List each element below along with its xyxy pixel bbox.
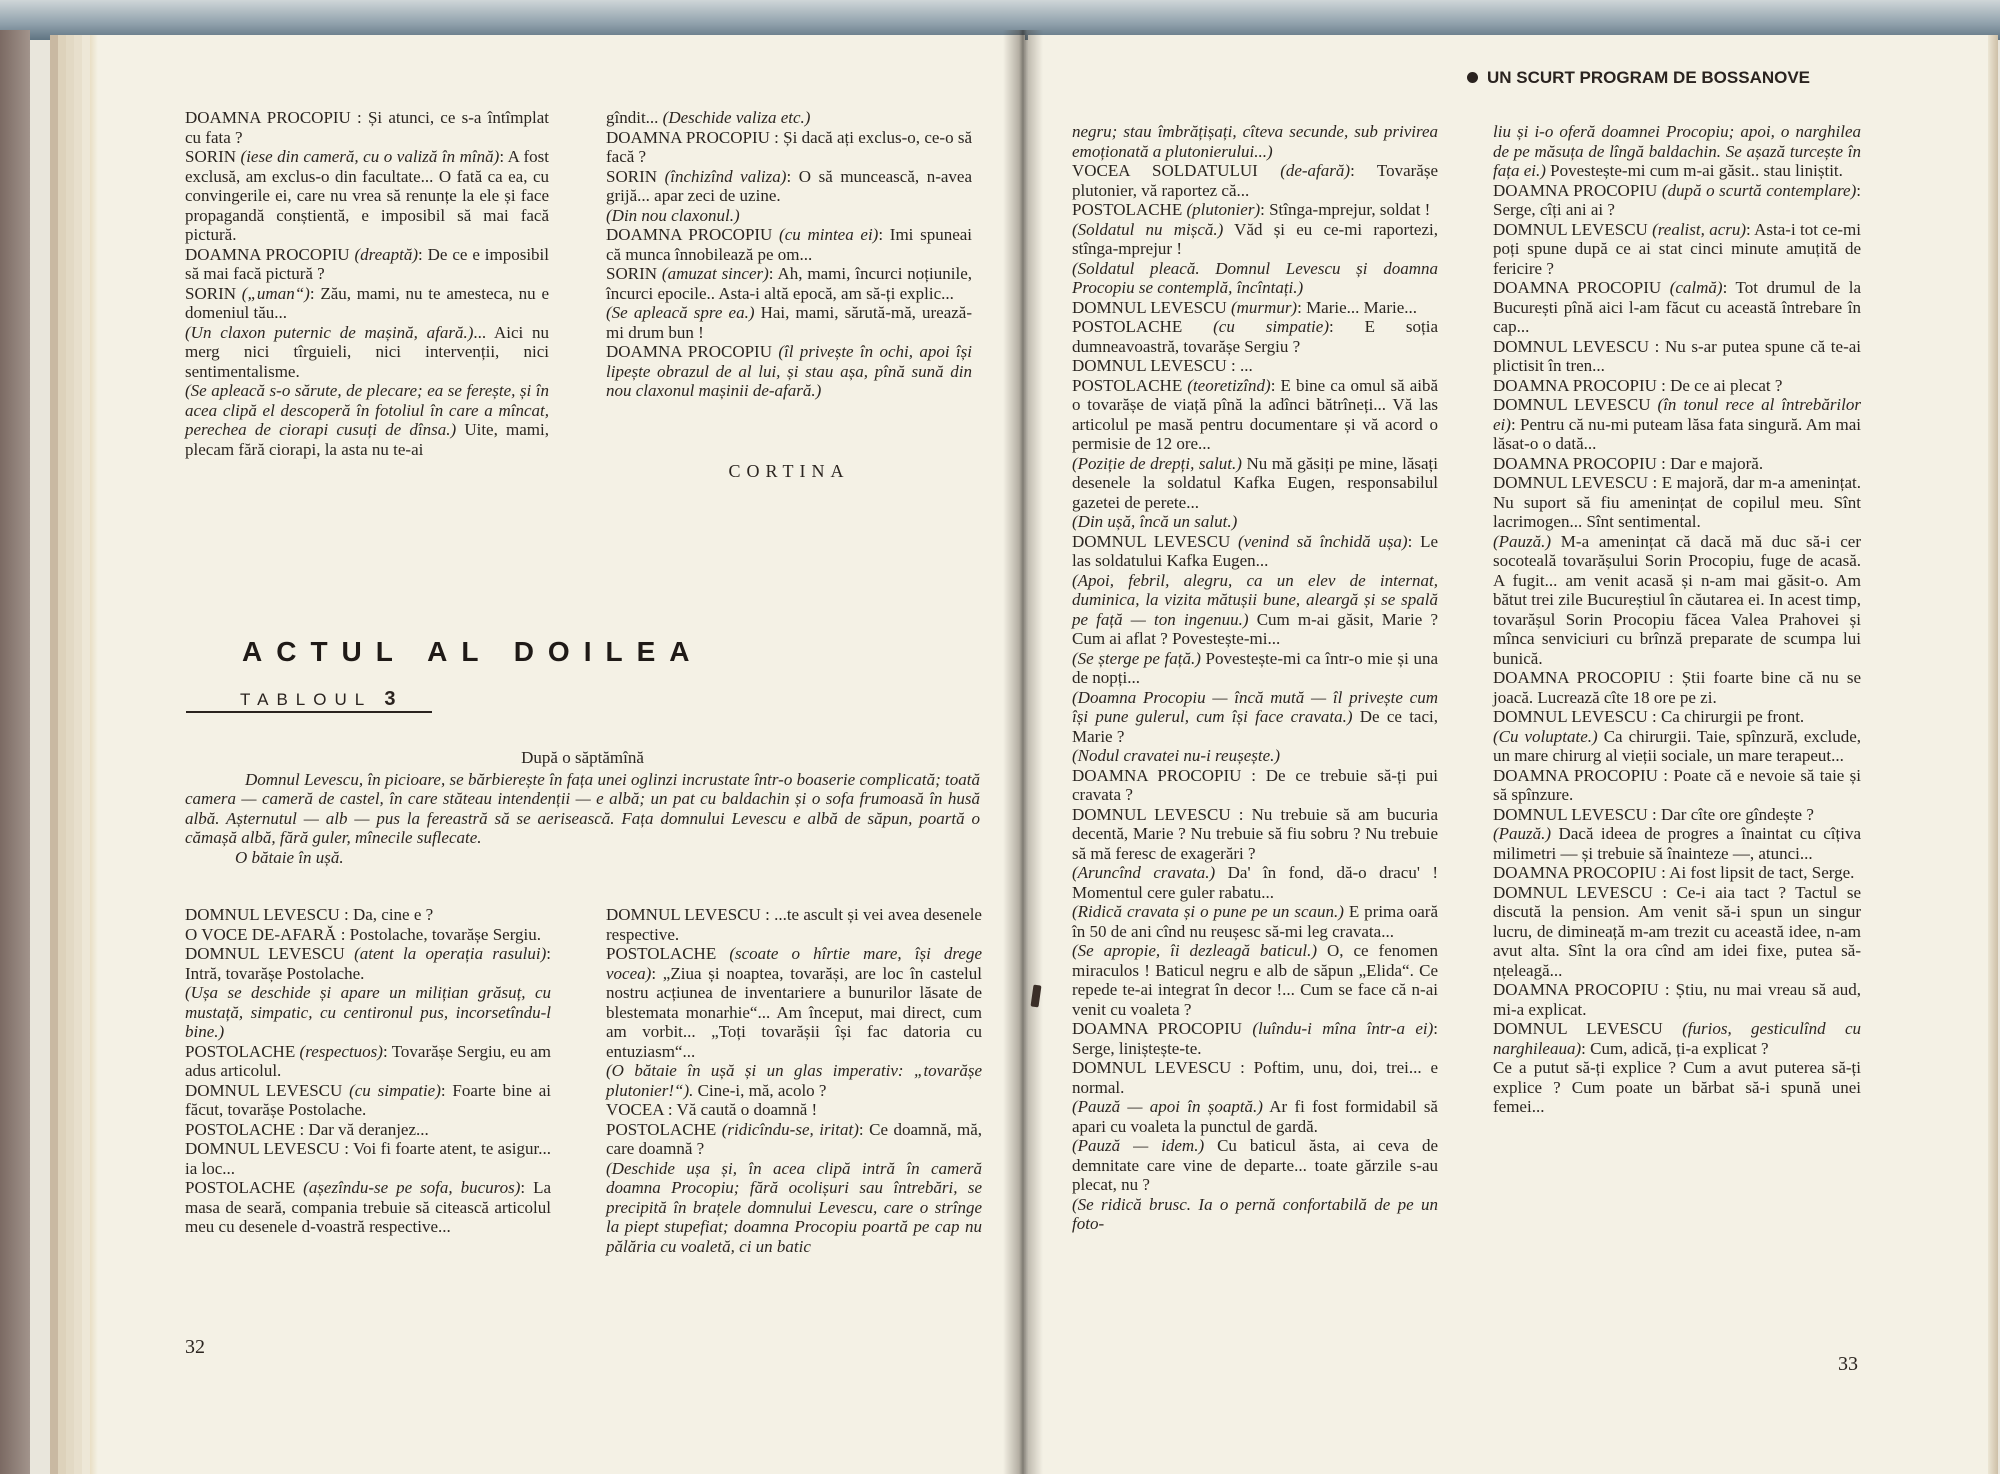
dialogue-text: : Nu s-ar putea spune că te-ai plictisit în tren...: [1493, 336, 1861, 375]
stage-direction: (așezîndu-se pe sofa, bucuros): [303, 1178, 521, 1197]
dialogue-text: : Postolache, tovarășe Sergiu.: [340, 924, 542, 944]
dialogue-line: [185, 983, 551, 1042]
speaker-name: VOCEA SOLDATULUI: [1072, 161, 1281, 180]
speaker-name: DOAMNA PROCOPIU: [1072, 765, 1252, 785]
stage-direction: (Din ușă, încă un salut.): [1072, 512, 1238, 531]
dialogue-text: M-a amenințat că dacă mă duc să-i cer socoteală tovarășului Sorin Procopiu, fuge de acasă. A fugit... am venit acasă și n-am mai găsit-o. Am bătut trei zile Bucureștiul în căutarea ei. In acest timp, tovarășul Sorin Procopiu făcea Valea Prahovei și mînca senviciuri cu brînză preparate de scumpa lui bunică.: [1493, 531, 1861, 668]
dialogue-text: Ar fi fost formidabil să apari cu voaleta la punctul de gardă.: [1072, 1097, 1438, 1136]
dialogue-line: [185, 1042, 551, 1081]
speaker-name: DOAMNA PROCOPIU: [1493, 668, 1669, 687]
dialogue-text: Văd și eu ce-mi raportezi, stînga-mprejur !: [1072, 219, 1438, 258]
dialogue-line: [185, 381, 549, 459]
dialogue-line: [185, 323, 549, 382]
speaker-name: DOMNUL LEVESCU: [1493, 707, 1652, 726]
dialogue-line: [606, 206, 972, 226]
stage-direction: (Poziție de drepți, salut.): [1072, 453, 1242, 473]
book-cover-top: [0, 0, 2000, 40]
dialogue-text: gîndit...: [606, 108, 663, 127]
stage-direction: (iese din cameră, cu o valiză în mînă): [240, 147, 500, 166]
dialogue-text: : La masa de seară, compania trebuie să citească articolul meu cu desenele d-voastră respective...: [185, 1178, 551, 1236]
dialogue-text: : E soția dumneavoastră, tovarășe Sergiu ?: [1072, 317, 1438, 356]
stage-direction: (Deschide ușa și, în acea clipă intră în cameră doamna Procopiu; fără ocolișuri sau întrebări, se precipită în brațele domnului Levescu, care o strînge la piept stupefiat; doamna Procopiu poartă pe cap nu pălăria cu voaletă, ci un batic: [606, 1158, 982, 1256]
tablou-label: TABLOUL: [240, 690, 372, 709]
dialogue-text: : Intră, tovarășe Postolache.: [185, 944, 551, 983]
dialogue-text: : Nu trebuie să am bucuria decentă, Marie ? Nu trebuie să fiu sobru ? Nu trebuie să mă feresc de exagerări ?: [1072, 804, 1439, 863]
dialogue-text: : Serge, cîți ani ai ?: [1493, 180, 1862, 219]
dialogue-line: [185, 1120, 551, 1140]
stage-direction: liu și i-o oferă doamnei Procopiu; apoi, o narghilea de pe măsuța de lîngă baldachin. Se așază turcește în fața ei.): [1493, 122, 1861, 180]
dialogue-text: : De ce trebuie să-ți pui cravata ?: [1072, 765, 1439, 804]
dialogue-text: De ce taci, Marie ?: [1072, 707, 1438, 746]
cortina-wrap: [606, 432, 972, 482]
dialogue-line: [185, 905, 551, 925]
dialogue-text: : Ah, mami, încurci noțiunile, încurci epocile.. Asta-i altă epocă, am să-ți explic...: [606, 264, 972, 303]
dialogue-text: : Le las soldatului Kafka Eugen...: [1072, 531, 1438, 570]
dialogue-line: [1072, 746, 1438, 766]
speaker-name: DOAMNA PROCOPIU: [1493, 180, 1662, 200]
dialogue-line: [1072, 532, 1438, 571]
stage-direction: (realist, acru): [1652, 219, 1747, 239]
speaker-name: DOMNUL LEVESCU: [1072, 804, 1239, 824]
speaker-name: DOMNUL LEVESCU: [1493, 882, 1663, 902]
stage-direction: (Doamna Procopiu — încă mută — îl privește cum își pune gulerul, cum își face cravata.): [1072, 687, 1438, 726]
dialogue-line: [606, 108, 972, 128]
stage-direction: (îl privește în ochi, apoi își lipește obrazul de al lui, și stau așa, pînă sună din nou claxonul mașinii de-afară.): [606, 342, 972, 400]
dialogue-line: [1072, 161, 1438, 200]
dialogue-line: [185, 944, 551, 983]
speaker-name: DOAMNA PROCOPIU: [606, 342, 779, 361]
middle-column-top: [606, 108, 972, 401]
speaker-name: SORIN: [185, 283, 242, 303]
left-column-top: [185, 108, 549, 459]
dialogue-text: : O să muncească, n-avea grijă... apar zeci de uzine.: [606, 166, 973, 205]
stage-direction: (Se ridică brusc. Ia o pernă confortabilă de pe un foto-: [1072, 1194, 1438, 1233]
dialogue-line: [1072, 317, 1438, 356]
dialogue-text: : „Ziua și noaptea, tovarăși, are loc în castelul nostru acțiunea de inventariere a bunurilor lăsate de blestemata monarhie“... Am început, mai direct, cum am vorbit... „Toți tovarășii își fac datoria cu entuziasm“...: [606, 963, 982, 1061]
dialogue-line: [1072, 1195, 1438, 1234]
dialogue-line: [185, 1178, 551, 1237]
speaker-name: DOMNUL LEVESCU: [1072, 297, 1231, 317]
stage-direction: (Cu voluptate.): [1493, 726, 1598, 746]
dialogue-line: [606, 128, 972, 167]
speaker-name: POSTOLACHE: [185, 1178, 304, 1197]
dialogue-line: [1493, 1058, 1861, 1117]
speaker-name: DOAMNA PROCOPIU: [1493, 765, 1664, 785]
speaker-name: DOAMNA PROCOPIU: [1493, 453, 1662, 473]
stage-direction: negru; stau îmbrățișați, cîteva secunde, sub privirea emoționată a plutonierului...): [1072, 122, 1438, 161]
dialogue-text: : Tovarășe plutonier, vă raportez că...: [1072, 161, 1438, 200]
speaker-name: DOAMNA PROCOPIU: [1493, 375, 1662, 395]
stage-direction: (Se apleacă s-o sărute, de plecare; ea se ferește, și în acea clipă el descoperă în fotoliul în care a mîncat, perechea de ciorapi cusuți de dînsa.): [185, 381, 549, 439]
dialogue-line: [185, 1139, 551, 1178]
dialogue-line: [606, 905, 982, 944]
scene-time: După o săptămînă: [521, 748, 644, 767]
dialogue-line: [1493, 454, 1861, 474]
dialogue-line: [1493, 824, 1861, 863]
speaker-name: DOMNUL LEVESCU: [1493, 1019, 1683, 1038]
dialogue-text: : Imi spuneai că munca înnobilează pe om...: [606, 225, 973, 264]
dialogue-text: : Și atunci, ce s-a întîmplat cu fata ?: [185, 108, 549, 147]
dialogue-line: [1493, 395, 1861, 454]
scene-stage-directions: Domnul Levescu, în picioare, se bărbierește în fața unei oglinzi incrustate într-o boaserie complicată; toată camera — cameră de castel, în care stăteau intendenții — e albă; un pat cu baldachin și o sofa frumoasă în husă albă. Așternutul — alb — pus la fereastră să se aerisească. Fața domnului Levescu e albă de săpun, poartă o cămașă albă, fără guler, mînecile suflecate.: [185, 769, 980, 847]
stage-direction: (închizînd valiza): [664, 166, 787, 186]
dialogue-line: [1493, 532, 1861, 669]
dialogue-text: : Dar e majoră.: [1661, 453, 1764, 473]
dialogue-line: [1072, 649, 1438, 688]
dialogue-text: Povestește-mi cum m-ai găsit.. stau liniștit.: [1545, 161, 1843, 180]
dialogue-line: [606, 167, 972, 206]
dialogue-text: Cu baticul ăsta, ai ceva de demnitate care vine de departe... toate gărzile s-au plecat, nu ?: [1072, 1136, 1439, 1194]
stage-direction: (Pauză — apoi în șoaptă.): [1072, 1097, 1263, 1116]
speaker-name: POSTOLACHE: [1072, 200, 1187, 219]
dialogue-line: [1072, 454, 1438, 513]
dialogue-text: : Poftim, unu, doi, trei... e normal.: [1072, 1058, 1438, 1097]
dialogue-line: [1072, 863, 1438, 902]
stage-direction: (Un claxon puternic de mașină, afară.): [185, 322, 474, 342]
tablou-heading: [240, 688, 403, 711]
dialogue-line: [1493, 766, 1861, 805]
dialogue-text: Ca chirurgii. Taie, spînzură, exclude, un mare chirurg al vieții sociale, un mare terapeut...: [1493, 726, 1861, 765]
dialogue-line: [185, 284, 549, 323]
dialogue-line: [1072, 902, 1438, 941]
stage-direction: (Pauză.): [1493, 824, 1552, 843]
speaker-name: DOAMNA PROCOPIU: [606, 127, 775, 147]
speaker-name: DOMNUL LEVESCU: [1493, 473, 1653, 492]
speaker-name: POSTOLACHE: [185, 1119, 300, 1139]
dialogue-text: ... Aici nu merg nici tîrguieli, nici intervenții, nici sentimentalisme.: [185, 322, 549, 381]
speaker-name: O VOCE DE-AFARĂ: [185, 924, 341, 944]
dialogue-line: [1493, 181, 1861, 220]
stage-direction: (cu mintea ei): [779, 225, 879, 244]
dialogue-line: [1072, 122, 1438, 161]
dialogue-text: : Ce-i aia tact ? Tactul se discută la pension. Am venit să-i spun un singur lucru, de dimineață m-am trezit cu această idee, n-am avut alta. Sînt la ora cînd am idei fixe, putea să-nțeleagă...: [1493, 882, 1861, 980]
dialogue-line: [1072, 1019, 1438, 1058]
speaker-name: DOMNUL LEVESCU: [185, 905, 344, 924]
stage-direction: (Ridică cravata și o pune pe un scaun.): [1072, 902, 1344, 921]
dialogue-line: [185, 147, 549, 245]
dialogue-line: [1072, 220, 1438, 259]
dialogue-line: [1493, 122, 1861, 181]
speaker-name: DOAMNA PROCOPIU: [185, 244, 355, 264]
speaker-name: DOAMNA PROCOPIU: [1493, 980, 1665, 999]
dialogue-text: : Ca chirurgii pe front.: [1651, 707, 1805, 726]
dialogue-text: : ...te ascult și vei avea desenele respective.: [606, 905, 982, 944]
dialogue-text: : Marie... Marie...: [1297, 297, 1417, 317]
speaker-name: DOAMNA PROCOPIU: [185, 108, 358, 127]
speaker-name: DOMNUL LEVESCU: [1072, 356, 1231, 375]
dialogue-line: [185, 1081, 551, 1120]
speaker-name: DOAMNA PROCOPIU: [606, 225, 780, 244]
dialogue-line: [606, 1100, 982, 1120]
dialogue-line: [1072, 688, 1438, 747]
dialogue-text: Dacă ideea de progres a înaintat cu cîțiva milimetri — și trebuie să înainteze —, atunci...: [1493, 824, 1861, 863]
stage-direction: (Aruncînd cravata.): [1072, 863, 1216, 882]
dialogue-text: : Dar vă deranjez...: [299, 1119, 429, 1139]
dialogue-line: [1493, 668, 1861, 707]
speaker-name: DOMNUL LEVESCU: [1072, 1058, 1241, 1077]
stage-direction: (respectuos): [299, 1041, 383, 1061]
speaker-name: DOMNUL LEVESCU: [606, 905, 766, 924]
dialogue-line: [1072, 356, 1438, 376]
dialogue-text: : De ce e imposibil să mai facă pictură ?: [185, 244, 550, 283]
stage-direction: (luîndu-i mîna într-a ei): [1252, 1019, 1434, 1038]
dialogue-text: : E majoră, dar m-a amenințat. Nu suport să fiu amenințat de copilul meu. Sînt lacrimogen... Sînt sentimental.: [1493, 473, 1861, 531]
speaker-name: POSTOLACHE: [1072, 375, 1188, 395]
dialogue-line: [1072, 1058, 1438, 1097]
dialogue-text: : A fost exclusă, am exclus-o din facultate... O fată ca ea, cu convingerile ei, care nu vrea să renunțe la ele și face propagandă conștientă, e imposibil să mai facă pictură.: [185, 147, 550, 244]
page-number-left: 32: [185, 1336, 205, 1358]
dialogue-line: [606, 1159, 982, 1257]
stage-direction: (Se șterge pe față.): [1072, 648, 1201, 668]
dialogue-text: : Ce doamnă, mă, care doamnă ?: [606, 1119, 983, 1158]
stage-direction: (în tonul rece al întrebărilor ei): [1493, 395, 1861, 434]
speaker-name: DOMNUL LEVESCU: [1493, 804, 1652, 824]
dialogue-text: E prima oară în 50 de ani cînd nu reușesc să-mi leg cravata...: [1072, 902, 1438, 941]
dialogue-text: Da' în fond, dă-o dracu' ! Momentul cere guler rabatu...: [1072, 863, 1438, 902]
dialogue-text: : Zău, mami, nu te amesteca, nu e domeniul tău...: [185, 283, 549, 322]
stage-direction: (plutonier): [1186, 200, 1261, 219]
dialogue-line: [185, 245, 549, 284]
dialogue-text: : Și dacă ați exclus-o, ce-o să facă ?: [606, 127, 972, 166]
scene-description: [185, 748, 980, 867]
stage-direction: (Se apropie, îi dezleagă baticul.): [1072, 941, 1318, 960]
tablou-number: 3: [384, 688, 404, 710]
dialogue-line: [1493, 727, 1861, 766]
speaker-name: POSTOLACHE: [1072, 317, 1214, 336]
dialogue-line: [185, 108, 549, 147]
dialogue-line: [1493, 337, 1861, 376]
dialogue-text: : Cum, adică, ți-a explicat ?: [1581, 1038, 1769, 1058]
speaker-name: POSTOLACHE: [185, 1041, 300, 1061]
speaker-name: DOMNUL LEVESCU: [185, 1080, 350, 1100]
dialogue-line: [606, 1061, 982, 1100]
dialogue-text: : Ai fost lipsit de tact, Serge.: [1661, 863, 1855, 882]
dialogue-text: : Foarte bine ai făcut, tovarășe Postolache.: [185, 1080, 551, 1119]
dialogue-line: [1493, 980, 1861, 1019]
scene-knock: O bătaie în ușă.: [235, 847, 344, 867]
dialogue-line: [1072, 805, 1438, 864]
stage-direction: (dreaptă): [354, 244, 419, 264]
book-spine: [1003, 30, 1043, 1474]
dialogue-text: : Stînga-mprejur, soldat !: [1260, 200, 1431, 219]
dialogue-text: : Tovarășe Sergiu, eu am adus articolul.: [185, 1041, 551, 1080]
stage-direction: (Pauză — idem.): [1072, 1136, 1205, 1155]
page-number-right: 33: [1838, 1353, 1858, 1375]
speaker-name: DOAMNA PROCOPIU: [1493, 278, 1670, 297]
stage-direction: (calmă): [1669, 278, 1723, 297]
stage-direction: (de-afară): [1280, 161, 1351, 180]
stage-direction: (venind să închidă ușa): [1237, 531, 1408, 551]
dialogue-line: [1072, 200, 1438, 220]
dialogue-text: Nu mă găsiți pe mine, lăsați desenele la soldatul Kafka Eugen, responsabilul gazetei de perete...: [1072, 453, 1438, 512]
stage-direction: (ridicîndu-se, iritat): [721, 1119, 859, 1139]
dialogue-text: Uite, mami, plecam fără ciorapi, la asta nu te-ai: [185, 420, 549, 459]
stage-direction: (furios, gesticulînd cu narghileaua): [1493, 1019, 1861, 1058]
speaker-name: DOMNUL LEVESCU: [1493, 395, 1658, 414]
dialogue-text: : Știi foarte bine că nu se joacă. Lucrează cîte 18 ore pe zi.: [1493, 668, 1861, 707]
right-column-1: [1072, 122, 1438, 1234]
dialogue-line: [1493, 220, 1861, 279]
stage-direction: (atent la operația rasului): [354, 944, 547, 963]
dialogue-text: : Vă caută o doamnă !: [667, 1100, 818, 1119]
stage-direction: (Soldatul pleacă. Domnul Levescu și doamna Procopiu se contemplă, încîntați.): [1072, 258, 1438, 297]
stage-direction: (Pauză.): [1493, 531, 1552, 551]
dialogue-line: [1072, 766, 1438, 805]
dialogue-text: : De ce ai plecat ?: [1661, 375, 1783, 395]
stage-direction: (teoretizînd): [1187, 375, 1271, 395]
dialogue-line: [1072, 298, 1438, 318]
dialogue-text: Cine-i, mă, acolo ?: [693, 1080, 827, 1100]
stage-direction: (cu simpatie): [349, 1080, 441, 1100]
tablou-underline: [186, 711, 432, 713]
dialogue-line: [1072, 259, 1438, 298]
running-head: UN SCURT PROGRAM DE BOSSANOVE: [1487, 68, 1811, 87]
speaker-name: POSTOLACHE: [606, 1119, 722, 1139]
stage-direction: (Din nou claxonul.): [606, 205, 740, 225]
speaker-name: DOMNUL LEVESCU: [1493, 336, 1655, 356]
dialogue-text: : ...: [1230, 356, 1253, 375]
dialogue-line: [1072, 1097, 1438, 1136]
dialogue-line: [1493, 376, 1861, 396]
stage-direction: (cu simpatie): [1213, 317, 1329, 336]
speaker-name: DOMNUL LEVESCU: [1493, 219, 1653, 239]
dialogue-text: : Tot drumul de la București pînă aici l-am făcut cu această întrebare în cap...: [1493, 278, 1861, 336]
speaker-name: DOMNUL LEVESCU: [185, 1139, 345, 1158]
dialogue-text: : Pentru că nu-mi puteam lăsa fata singură. Am mai lăsat-o o dată...: [1493, 414, 1861, 453]
dialogue-text: Povestește-mi ca într-o mie și una de nopți...: [1072, 648, 1438, 687]
bullet-icon: [1467, 72, 1478, 83]
dialogue-line: [1493, 278, 1861, 337]
dialogue-text: : E bine ca omul să aibă o tovarășe de viață pînă la adînci bătrîneți... Vă las articolul pe masă pentru documentare și vă acord o permisie de 12 ore...: [1072, 375, 1439, 453]
dialogue-text: : Dar cîte ore gîndește ?: [1651, 804, 1814, 824]
dialogue-line: [1493, 473, 1861, 532]
cortina-text: CORTINA: [728, 461, 850, 481]
act-title: ACTUL AL DOILEA: [242, 636, 704, 667]
speaker-name: SORIN: [606, 264, 662, 283]
dialogue-line: [1072, 571, 1438, 649]
stage-direction: (după o scurtă contemplare): [1661, 180, 1857, 200]
dialogue-text: : Poate că e nevoie să taie și să spînzure.: [1493, 765, 1861, 804]
dialogue-text: : Asta-i tot ce-mi poți spune după ce ai stat cinci minute amuțită de fericire ?: [1493, 219, 1861, 278]
dialogue-line: [1493, 863, 1861, 883]
stage-direction: (Soldatul nu mișcă.): [1072, 219, 1224, 239]
dialogue-line: [1072, 941, 1438, 1019]
speaker-name: DOMNUL LEVESCU: [185, 944, 355, 963]
middle-column-bottom: [606, 905, 982, 1256]
dialogue-line: [606, 944, 982, 1061]
dialogue-text: O, ce fenomen miraculos ! Baticul negru e alb de săpun „Elida“. Ce repede te-ai integrat în decor !... Cum se face că n-ai venit cu voaleta ?: [1072, 941, 1439, 1019]
speaker-name: DOAMNA PROCOPIU: [1493, 863, 1662, 882]
stage-direction: (Apoi, febril, alegru, ca un elev de internat, duminica, la vizita mătușii bune, aleargă și se spală pe față — ton ingenuu.): [1072, 570, 1438, 629]
stage-direction: (Se apleacă spre ea.): [606, 303, 755, 322]
speaker-name: POSTOLACHE: [606, 944, 730, 963]
stage-direction: („uman“): [241, 283, 310, 303]
dialogue-line: [606, 342, 972, 401]
speaker-name: SORIN: [606, 166, 665, 186]
stage-direction: (amuzat sincer): [661, 264, 769, 283]
speaker-name: SORIN: [185, 147, 241, 166]
dialogue-line: [1493, 1019, 1861, 1058]
dialogue-line: [1072, 512, 1438, 532]
dialogue-text: Ce a putut să-ți explice ? Cum a avut puterea să-ți explice ? Cum poate un bărbat să-i spună unei femei...: [1493, 1058, 1861, 1116]
dialogue-text: : Știu, nu mai vreau să aud, mi-a explicat.: [1493, 980, 1862, 1019]
dialogue-line: [1072, 1136, 1438, 1195]
stage-direction: (scoate o hîrtie mare, își drege vocea): [606, 944, 983, 983]
stage-direction: (murmur): [1230, 297, 1298, 317]
speaker-name: DOMNUL LEVESCU: [1072, 531, 1238, 551]
dialogue-line: [606, 1120, 982, 1159]
speaker-name: DOAMNA PROCOPIU: [1072, 1019, 1253, 1038]
dialogue-line: [606, 303, 972, 342]
speaker-name: VOCEA: [606, 1100, 668, 1119]
stage-direction: (Deschide valiza etc.): [662, 108, 811, 127]
dialogue-line: [1493, 805, 1861, 825]
dialogue-line: [606, 225, 972, 264]
dialogue-line: [1493, 707, 1861, 727]
dialogue-text: : Voi fi foarte atent, te asigur... ia loc...: [185, 1139, 551, 1178]
dialogue-line: [185, 925, 551, 945]
dialogue-line: [1493, 883, 1861, 981]
book-cover-left: [0, 30, 30, 1474]
right-column-2: [1493, 122, 1861, 1117]
left-column-bottom: [185, 905, 551, 1237]
dialogue-text: : Da, cine e ?: [343, 905, 434, 924]
stage-direction: (O bătaie în ușă și un glas imperativ: „tovarășe plutonier!“).: [606, 1061, 982, 1100]
stage-direction: (Nodul cravatei nu-i reușește.): [1072, 746, 1281, 765]
dialogue-text: Hai, mami, sărută-mă, urează-mi drum bun !: [606, 303, 972, 342]
dialogue-text: Cum m-ai găsit, Marie ? Cum ai aflat ? Povestește-mi...: [1072, 609, 1438, 648]
stage-direction: (Ușa se deschide și apare un milițian grăsuț, cu mustață, simpatic, cu centironul pus, incorsetîndu-l bine.): [185, 983, 551, 1041]
dialogue-line: [1072, 376, 1438, 454]
dialogue-line: [606, 264, 972, 303]
dialogue-text: : Serge, liniștește-te.: [1072, 1019, 1439, 1058]
